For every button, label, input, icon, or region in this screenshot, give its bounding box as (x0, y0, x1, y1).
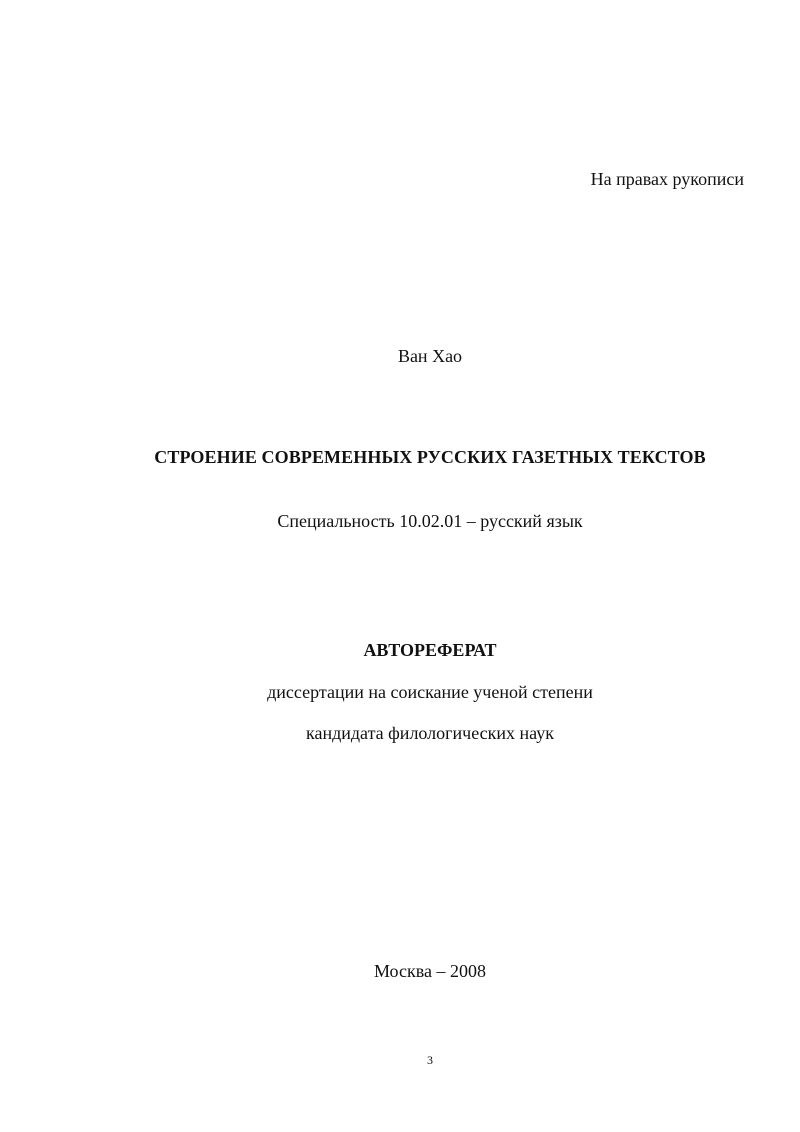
specialty-line: Специальность 10.02.01 – русский язык (277, 511, 583, 531)
rights-note: На правах рукописи (590, 169, 744, 189)
city-year: Москва – 2008 (374, 961, 486, 981)
document-title: СТРОЕНИЕ СОВРЕМЕННЫХ РУССКИХ ГАЗЕТНЫХ ТЕКСТОВ (154, 447, 706, 467)
page-number: 3 (427, 1053, 433, 1067)
author-name: Ван Хао (397, 346, 463, 366)
purpose-line-2: кандидата филологических наук (306, 723, 554, 743)
document-type: АВТОРЕФЕРАТ (363, 640, 497, 660)
purpose-line-1: диссертации на соискание ученой степени (267, 682, 593, 702)
